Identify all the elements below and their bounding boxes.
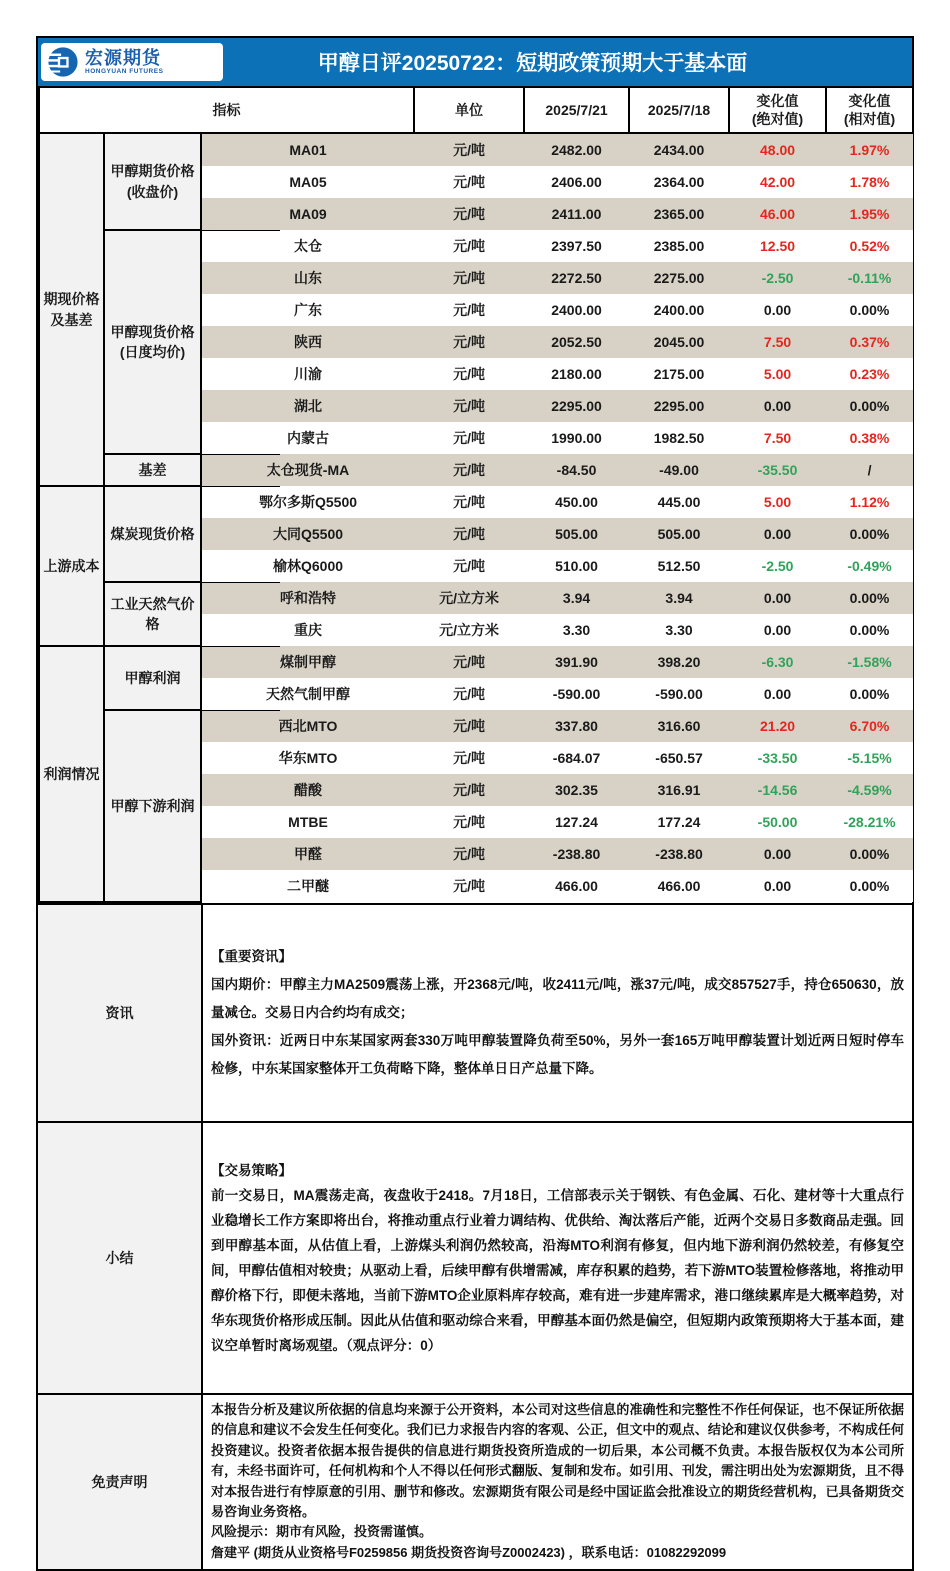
table-row — [39, 710, 913, 742]
value-date2: -238.80 — [629, 838, 729, 870]
table-row — [39, 454, 913, 486]
indicator-name: 湖北 — [201, 390, 414, 422]
change-relative: 0.00% — [826, 390, 913, 422]
unit-value: 元/吨 — [414, 646, 524, 678]
value-date1: 3.30 — [524, 614, 629, 646]
indicator-name: MA05 — [201, 166, 414, 198]
value-date1: 2295.00 — [524, 390, 629, 422]
value-date2: 177.24 — [629, 806, 729, 838]
indicator-name: 川渝 — [201, 358, 414, 390]
change-relative: 0.00% — [826, 870, 913, 902]
value-date2: 2385.00 — [629, 230, 729, 262]
row-group-label: 期现价格及基差 — [39, 133, 104, 486]
value-date1: 2411.00 — [524, 198, 629, 230]
unit-value: 元/吨 — [414, 294, 524, 326]
unit-value: 元/吨 — [414, 806, 524, 838]
indicator-name: 二甲醚 — [201, 870, 414, 902]
paragraph: 国内期价：甲醇主力MA2509震荡上涨，开2368元/吨，收2411元/吨，涨37元/吨，成交857527手，持仓650630，放量减仓。交易日内合约均有成交； — [211, 977, 904, 1020]
paragraph: 前一交易日，MA震荡走高，夜盘收于2418。7月18日，工信部表示关于钢铁、有色金属、石化、建材等十大重点行业稳增长工作方案即将出台，将推动重点行业着力调结构、优供给、淘汰落后产能，近两个交易日多数商品走强。回到甲醇基本面，从估值上看，上游煤头利润仍然较高，沿海MTO利润有修复，但内地下游利润仍然较差，有修复空间，甲醇估值相对较贵；从驱动上看，后续甲醇有供增需减，库存积累的趋势，若下游MTO装置检修落地，将推动甲醇价格下行，即便未落地，当前下游MTO企业原料库存较高，难有进一步建库需求，港口继续累库是大概率趋势，对华东现货价格形成压制。因此从估值和驱动综合来看，甲醇基本面仍然是偏空，但短期内政策预期将大于基本面，建议空单暂时离场观望。（观点评分：0） — [211, 1188, 904, 1353]
change-relative: 0.38% — [826, 422, 913, 454]
unit-value: 元/吨 — [414, 550, 524, 582]
change-absolute: 21.20 — [729, 710, 826, 742]
change-absolute: 0.00 — [729, 518, 826, 550]
change-absolute: 48.00 — [729, 133, 826, 166]
indicator-table — [38, 86, 914, 903]
change-relative: 1.78% — [826, 166, 913, 198]
value-date1: -684.07 — [524, 742, 629, 774]
change-relative: 0.00% — [826, 678, 913, 710]
row-subgroup-label: 煤炭现货价格 — [104, 486, 201, 582]
value-date2: 445.00 — [629, 486, 729, 518]
logo-en: HONGYUAN FUTURES — [85, 67, 164, 75]
value-date1: -238.80 — [524, 838, 629, 870]
value-date2: 512.50 — [629, 550, 729, 582]
unit-value: 元/吨 — [414, 262, 524, 294]
table-row — [39, 486, 913, 518]
section-summary — [38, 1121, 912, 1393]
paragraph: 本报告分析及建议所依据的信息均来源于公开资料，本公司对这些信息的准确性和完整性不作任何保证，也不保证所依据的信息和建议不会发生任何变化。我们已力求报告内容的客观、公正，但文中的观点、结论和建议仅供参考，不构成任何投资建议。投资者依据本报告提供的信息进行期货投资所造成的一切后果，本公司概不负责。本报告版权仅为本公司所有，未经书面许可，任何机构和个人不得以任何形式翻版、复制和发布。如引用、刊发，需注明出处为宏源期货，且不得对本报告进行有悖原意的引用、删节和修改。宏源期货有限公司是经中国证监会批准设立的期货经营机构，已具备期货交易咨询业务资格。 — [211, 1402, 904, 1520]
value-date2: 1982.50 — [629, 422, 729, 454]
paragraph: 国外资讯：近两日中东某国家两套330万吨甲醇装置降负荷至50%，另外一套165万吨甲醇装置计划近两日短时停车检修，中东某国家整体开工负荷略下降，整体单日日产总量下降。 — [211, 1033, 904, 1076]
page-title: 甲醇日评20250722：短期政策预期大于基本面 — [317, 52, 748, 75]
section-label-news: 资讯 — [38, 905, 203, 1121]
indicator-name: 山东 — [201, 262, 414, 294]
section-content-news — [203, 905, 912, 1121]
change-absolute: -6.30 — [729, 646, 826, 678]
value-date1: -590.00 — [524, 678, 629, 710]
indicator-name: 太仓 — [201, 230, 414, 262]
row-subgroup-label: 甲醇现货价格(日度均价) — [104, 230, 201, 454]
value-date1: 2052.50 — [524, 326, 629, 358]
indicator-name: MA09 — [201, 198, 414, 230]
change-absolute: 7.50 — [729, 422, 826, 454]
indicator-name: 重庆 — [201, 614, 414, 646]
indicator-name: 鄂尔多斯Q5500 — [201, 486, 414, 518]
value-date2: 2175.00 — [629, 358, 729, 390]
value-date1: 510.00 — [524, 550, 629, 582]
change-absolute: 0.00 — [729, 678, 826, 710]
value-date2: 466.00 — [629, 870, 729, 902]
indicator-name: 天然气制甲醇 — [201, 678, 414, 710]
value-date2: 2365.00 — [629, 198, 729, 230]
indicator-name: MTBE — [201, 806, 414, 838]
change-absolute: 0.00 — [729, 870, 826, 902]
unit-value: 元/吨 — [414, 358, 524, 390]
change-relative: 1.95% — [826, 198, 913, 230]
indicator-name: 呼和浩特 — [201, 582, 414, 614]
change-absolute: 0.00 — [729, 582, 826, 614]
value-date2: 2400.00 — [629, 294, 729, 326]
indicator-name: 太仓现货-MA — [201, 454, 414, 486]
section-content-disclaimer — [203, 1395, 912, 1569]
change-relative: 0.52% — [826, 230, 913, 262]
row-group-label: 上游成本 — [39, 486, 104, 646]
value-date2: -49.00 — [629, 454, 729, 486]
value-date2: 2275.00 — [629, 262, 729, 294]
value-date2: -650.57 — [629, 742, 729, 774]
change-relative: -5.15% — [826, 742, 913, 774]
value-date2: 316.60 — [629, 710, 729, 742]
logo-cn: 宏源期货 — [85, 47, 161, 68]
change-absolute: 46.00 — [729, 198, 826, 230]
col-header-change-rel: 变化值 (相对值) — [826, 87, 913, 133]
indicator-name: 陕西 — [201, 326, 414, 358]
unit-value: 元/吨 — [414, 230, 524, 262]
change-relative: 0.00% — [826, 518, 913, 550]
change-relative: -0.11% — [826, 262, 913, 294]
indicator-table-body — [39, 87, 913, 902]
section-label-disclaimer: 免责声明 — [38, 1395, 203, 1569]
change-relative: 0.00% — [826, 838, 913, 870]
change-absolute: -50.00 — [729, 806, 826, 838]
indicator-name: 醋酸 — [201, 774, 414, 806]
change-absolute: 5.00 — [729, 486, 826, 518]
change-relative: / — [826, 454, 913, 486]
table-row — [39, 133, 913, 166]
unit-value: 元/吨 — [414, 454, 524, 486]
change-relative: -28.21% — [826, 806, 913, 838]
value-date1: 2482.00 — [524, 133, 629, 166]
unit-value: 元/吨 — [414, 742, 524, 774]
company-logo — [41, 43, 223, 81]
change-absolute: -14.56 — [729, 774, 826, 806]
paragraph: 【交易策略】 — [211, 1163, 292, 1178]
row-group-label: 利润情况 — [39, 646, 104, 902]
change-absolute: 0.00 — [729, 390, 826, 422]
unit-value: 元/吨 — [414, 133, 524, 166]
change-relative: 0.00% — [826, 614, 913, 646]
unit-value: 元/吨 — [414, 838, 524, 870]
value-date2: 2364.00 — [629, 166, 729, 198]
change-absolute: 5.00 — [729, 358, 826, 390]
change-absolute: -35.50 — [729, 454, 826, 486]
section-disclaimer — [38, 1393, 912, 1569]
unit-value: 元/吨 — [414, 326, 524, 358]
indicator-name: 广东 — [201, 294, 414, 326]
unit-value: 元/吨 — [414, 486, 524, 518]
unit-value: 元/立方米 — [414, 582, 524, 614]
value-date1: 2397.50 — [524, 230, 629, 262]
value-date1: 466.00 — [524, 870, 629, 902]
logo-text — [85, 49, 163, 76]
value-date1: 2406.00 — [524, 166, 629, 198]
paragraph: 风险提示：期市有风险，投资需谨慎。 — [211, 1524, 433, 1540]
indicator-name: 大同Q5500 — [201, 518, 414, 550]
table-row — [39, 230, 913, 262]
indicator-name: 华东MTO — [201, 742, 414, 774]
section-content-summary — [203, 1123, 912, 1393]
row-subgroup-label: 工业天然气价格 — [104, 582, 201, 646]
change-relative: -4.59% — [826, 774, 913, 806]
row-subgroup-label: 基差 — [104, 454, 201, 486]
change-absolute: -33.50 — [729, 742, 826, 774]
indicator-name: 西北MTO — [201, 710, 414, 742]
change-absolute: 0.00 — [729, 294, 826, 326]
value-date1: 1990.00 — [524, 422, 629, 454]
col-header-date1: 2025/7/21 — [524, 87, 629, 133]
value-date2: 3.94 — [629, 582, 729, 614]
value-date1: 2180.00 — [524, 358, 629, 390]
change-absolute: 7.50 — [729, 326, 826, 358]
col-header-change-abs: 变化值 (绝对值) — [729, 87, 826, 133]
value-date2: 2434.00 — [629, 133, 729, 166]
unit-value: 元/吨 — [414, 422, 524, 454]
col-header-date2: 2025/7/18 — [629, 87, 729, 133]
change-relative: 0.23% — [826, 358, 913, 390]
unit-value: 元/吨 — [414, 870, 524, 902]
value-date1: 391.90 — [524, 646, 629, 678]
report-sheet — [36, 36, 914, 1571]
change-absolute: 0.00 — [729, 838, 826, 870]
change-relative: 6.70% — [826, 710, 913, 742]
unit-value: 元/吨 — [414, 710, 524, 742]
unit-value: 元/吨 — [414, 166, 524, 198]
change-absolute: 12.50 — [729, 230, 826, 262]
bottom-sections — [38, 903, 912, 1569]
paragraph: 詹建平 (期货从业资格号F0259856 期货投资咨询号Z0002423) ，联系电话：01082292099 — [211, 1544, 727, 1560]
value-date1: 505.00 — [524, 518, 629, 550]
unit-value: 元/吨 — [414, 198, 524, 230]
unit-value: 元/立方米 — [414, 614, 524, 646]
change-relative: 0.00% — [826, 582, 913, 614]
value-date1: 450.00 — [524, 486, 629, 518]
change-relative: 1.12% — [826, 486, 913, 518]
unit-value: 元/吨 — [414, 678, 524, 710]
value-date1: 2400.00 — [524, 294, 629, 326]
change-relative: 0.00% — [826, 294, 913, 326]
change-absolute: -2.50 — [729, 262, 826, 294]
table-header-row — [39, 87, 913, 133]
change-relative: 1.97% — [826, 133, 913, 166]
table-row — [39, 582, 913, 614]
change-absolute: -2.50 — [729, 550, 826, 582]
col-header-indicator: 指标 — [39, 87, 414, 133]
value-date1: -84.50 — [524, 454, 629, 486]
value-date2: 398.20 — [629, 646, 729, 678]
change-relative: -1.58% — [826, 646, 913, 678]
paragraph: 【重要资讯】 — [211, 949, 292, 964]
value-date1: 302.35 — [524, 774, 629, 806]
value-date1: 337.80 — [524, 710, 629, 742]
row-subgroup-label: 甲醇期货价格(收盘价) — [104, 133, 201, 230]
hongyuan-globe-icon — [47, 46, 79, 78]
indicator-name: 甲醛 — [201, 838, 414, 870]
indicator-name: 煤制甲醇 — [201, 646, 414, 678]
value-date2: -590.00 — [629, 678, 729, 710]
table-row — [39, 646, 913, 678]
unit-value: 元/吨 — [414, 774, 524, 806]
col-header-unit: 单位 — [414, 87, 524, 133]
value-date1: 127.24 — [524, 806, 629, 838]
row-subgroup-label: 甲醇利润 — [104, 646, 201, 710]
unit-value: 元/吨 — [414, 518, 524, 550]
change-relative: 0.37% — [826, 326, 913, 358]
value-date1: 2272.50 — [524, 262, 629, 294]
value-date2: 505.00 — [629, 518, 729, 550]
indicator-name: 榆林Q6000 — [201, 550, 414, 582]
indicator-name: 内蒙古 — [201, 422, 414, 454]
value-date2: 2295.00 — [629, 390, 729, 422]
change-absolute: 42.00 — [729, 166, 826, 198]
change-relative: -0.49% — [826, 550, 913, 582]
value-date2: 2045.00 — [629, 326, 729, 358]
row-subgroup-label: 甲醇下游利润 — [104, 710, 201, 902]
indicator-name: MA01 — [201, 133, 414, 166]
title-bar — [38, 38, 912, 86]
value-date2: 3.30 — [629, 614, 729, 646]
value-date1: 3.94 — [524, 582, 629, 614]
section-news — [38, 903, 912, 1121]
change-absolute: 0.00 — [729, 614, 826, 646]
section-label-summary: 小结 — [38, 1123, 203, 1393]
value-date2: 316.91 — [629, 774, 729, 806]
unit-value: 元/吨 — [414, 390, 524, 422]
